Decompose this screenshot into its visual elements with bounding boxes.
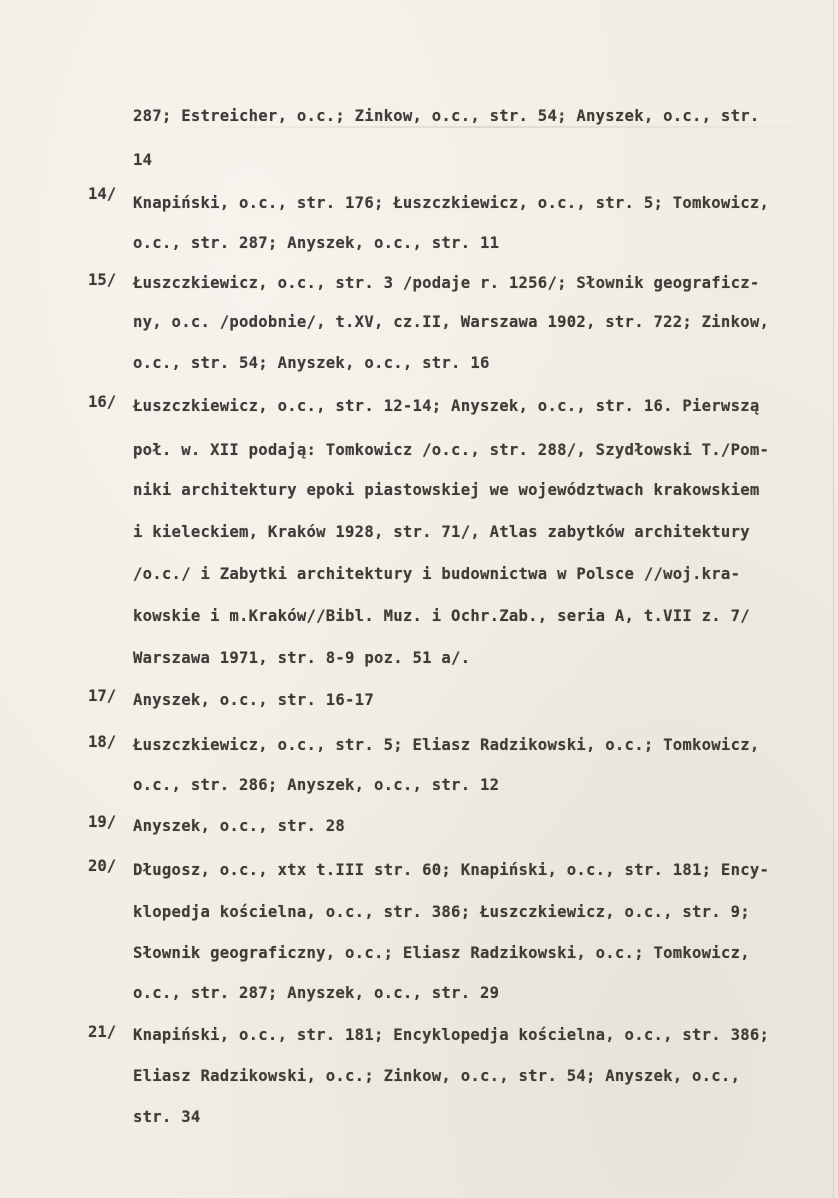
paper-fold-mark — [150, 126, 830, 128]
text-line: Łuszczkiewicz, o.c., str. 12-14; Anyszek, o.c., str. 16. Pierwszą — [133, 397, 760, 415]
text-line: o.c., str. 54; Anyszek, o.c., str. 16 — [133, 354, 490, 372]
note-number-14: 14/ — [88, 185, 117, 203]
text-line: Warszawa 1971, str. 8-9 poz. 51 a/. — [133, 649, 471, 667]
note-number-19: 19/ — [88, 813, 117, 831]
text-line: o.c., str. 286; Anyszek, o.c., str. 12 — [133, 776, 500, 794]
note-number-21: 21/ — [88, 1023, 117, 1041]
text-line: Knapiński, o.c., str. 176; Łuszczkiewicz, o.c., str. 5; Tomkowicz, — [133, 194, 770, 212]
text-line: Łuszczkiewicz, o.c., str. 3 /podaje r. 1256/; Słownik geograficz- — [133, 274, 760, 292]
text-line: Długosz, o.c., xtx t.III str. 60; Knapiński, o.c., str. 181; Ency- — [133, 861, 770, 879]
text-line: o.c., str. 287; Anyszek, o.c., str. 11 — [133, 234, 500, 252]
text-line: niki architektury epoki piastowskiej we województwach krakowskiem — [133, 481, 760, 499]
note-number-16: 16/ — [88, 393, 117, 411]
text-line: Słownik geograficzny, o.c.; Eliasz Radzikowski, o.c.; Tomkowicz, — [133, 944, 750, 962]
text-line: 287; Estreicher, o.c.; Zinkow, o.c., str. 54; Anyszek, o.c., str. — [133, 107, 760, 125]
text-line: ny, o.c. /podobnie/, t.XV, cz.II, Warszawa 1902, str. 722; Zinkow, — [133, 313, 770, 331]
text-line: Anyszek, o.c., str. 16-17 — [133, 691, 374, 709]
note-number-17: 17/ — [88, 687, 117, 705]
note-number-20: 20/ — [88, 857, 117, 875]
text-line: klopedja kościelna, o.c., str. 386; Łuszczkiewicz, o.c., str. 9; — [133, 903, 750, 921]
text-line: Knapiński, o.c., str. 181; Encyklopedja kościelna, o.c., str. 386; — [133, 1026, 770, 1044]
text-line: o.c., str. 287; Anyszek, o.c., str. 29 — [133, 984, 500, 1002]
text-line: 14 — [133, 151, 153, 169]
text-line: /o.c./ i Zabytki architektury i budownictwa w Polsce //woj.kra- — [133, 565, 741, 583]
text-line: Anyszek, o.c., str. 28 — [133, 817, 346, 835]
page-edge — [833, 0, 834, 1198]
text-line: Łuszczkiewicz, o.c., str. 5; Eliasz Radzikowski, o.c.; Tomkowicz, — [133, 736, 760, 754]
text-line: kowskie i m.Kraków//Bibl. Muz. i Ochr.Zab., seria A, t.VII z. 7/ — [133, 607, 750, 625]
note-number-18: 18/ — [88, 733, 117, 751]
text-line: Eliasz Radzikowski, o.c.; Zinkow, o.c., str. 54; Anyszek, o.c., — [133, 1067, 741, 1085]
text-line: str. 34 — [133, 1108, 201, 1126]
text-line: i kieleckiem, Kraków 1928, str. 71/, Atlas zabytków architektury — [133, 523, 750, 541]
text-line: poł. w. XII podają: Tomkowicz /o.c., str. 288/, Szydłowski T./Pom- — [133, 441, 770, 459]
note-number-15: 15/ — [88, 271, 117, 289]
